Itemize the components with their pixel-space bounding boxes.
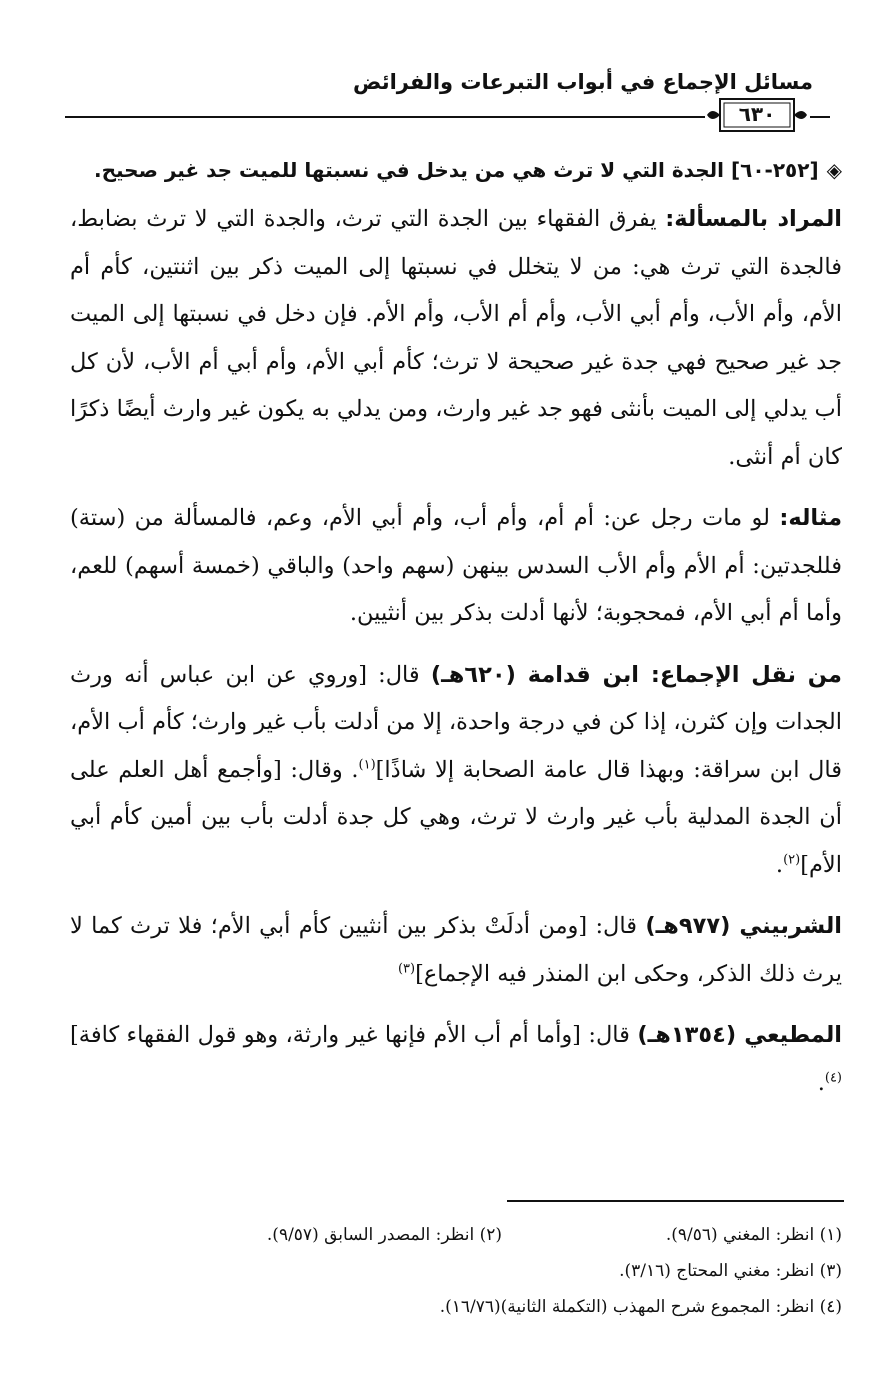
footnote-4: (٤) انظر: المجموع شرح المهذب (التكملة الثانية)(١٦/٧٦). xyxy=(439,1297,842,1317)
paragraph-example xyxy=(70,495,842,638)
quote-text: قال: [وروي عن ابن عباس أنه ورث الجدات وإن كثرن، إذا كن في درجة واحدة، إلا من أدلت بأب غير وارث؛ كأم أب الأم، قال ابن سراقة: وبهذا قال عامة الصحابة إلا شاذًا] xyxy=(70,661,843,783)
page-number-frame xyxy=(706,93,808,137)
paragraph-consensus xyxy=(70,652,842,890)
header-rule xyxy=(65,116,705,118)
paragraph-meaning xyxy=(70,196,842,481)
footnote-ref[interactable]: (٣) xyxy=(397,961,416,976)
spacer xyxy=(70,481,842,495)
diamond-bullet-icon: ◈ xyxy=(826,158,842,182)
label-consensus: من نقل الإجماع: xyxy=(650,661,842,688)
footnote-ref[interactable]: (١) xyxy=(358,757,376,772)
scholar-name: الشربيني (٩٧٧هـ) xyxy=(645,913,842,939)
label-meaning: المراد بالمسألة: xyxy=(665,206,842,232)
punct: . xyxy=(817,1069,825,1096)
paragraph-mutiei xyxy=(70,1012,842,1107)
footnote-2: (٢) انظر: المصدر السابق (٩/٥٧). xyxy=(266,1225,502,1245)
footnote-1: (١) انظر: المغني (٩/٥٦). xyxy=(665,1225,842,1245)
punct: . xyxy=(775,851,784,878)
header-rule-right xyxy=(810,116,830,118)
topic-heading xyxy=(70,148,842,192)
quote-text: قال: [وأما أم أب الأم فإنها غير وارثة، وهو قول الفقهاء كافة] xyxy=(70,1022,638,1048)
spacer xyxy=(70,638,842,652)
paragraph-shirbini xyxy=(70,903,842,998)
page-number: ٦٣٠ xyxy=(738,102,776,126)
spacer xyxy=(70,889,842,903)
text-meaning: يفرق الفقهاء بين الجدة التي ترث، والجدة التي لا ترث بضابط، فالجدة التي ترث هي: من لا يتخلل في نسبتها إلى الميت ذكر بين اثنتين، كأم أم الأم، وأم الأب، وأم أبي الأب، وأم أم الأب، وأم الأم. فإن دخل في نسبتها إلى الميت جد غير صحيح فهي جدة غير صحيحة لا ترث؛ كأم أبي الأم، وأم أبي أم الأب، لأن كل أب يدلي إلى الميت بأنثى فهو جد غير وارث، ومن يدلي به يكون غير وارث أيضًا ذكرًا كان أم أنثى. xyxy=(70,206,842,470)
footnote-ref[interactable]: (٢) xyxy=(783,852,801,867)
scholar-name: ابن قدامة (٦٢٠هـ) xyxy=(430,661,651,688)
topic-heading-text: [٢٥٢-٦٠] الجدة التي لا ترث هي من يدخل في نسبتها للميت جد غير صحيح. xyxy=(93,158,819,182)
label-example: مثاله: xyxy=(779,505,842,531)
footnote-rule xyxy=(507,1200,844,1202)
quote-text: . وقال: [وأجمع أهل العلم على أن الجدة المدلية بأب غير وارث لا ترث، وهي كل جدة أدلت بأب بين أمين كأم أبي الأم] xyxy=(70,756,842,878)
scholar-name: المطيعي (١٣٥٤هـ) xyxy=(637,1022,843,1048)
text-example: لو مات رجل عن: أم أم، وأم أب، وأم أبي الأم، وعم، فالمسألة من (ستة) فللجدتين: أم الأم وأم الأب السدس بينهن (سهم واحد) والباقي (خمسة أسهم) للعم، وأما أم أبي الأم، فمحجوبة؛ لأنها أدلت بذكر بين أنثيين. xyxy=(70,505,842,626)
footnote-ref[interactable]: (٤) xyxy=(824,1070,842,1085)
footnote-row xyxy=(70,1217,842,1253)
footnote-3: (٣) انظر: مغني المحتاج (٣/١٦). xyxy=(619,1261,842,1281)
spacer xyxy=(70,998,842,1012)
running-header-title: مسائل الإجماع في أبواب التبرعات والفرائض xyxy=(353,70,813,94)
quote-text: قال: [ومن أدلَتْ بذكر بين أنثيين كأم أبي الأم؛ فلا ترث كما لا يرث ذلك الذكر، وحكى ابن المنذر فيه الإجماع] xyxy=(70,913,842,987)
footnotes xyxy=(70,1217,842,1325)
main-text xyxy=(70,148,842,1107)
